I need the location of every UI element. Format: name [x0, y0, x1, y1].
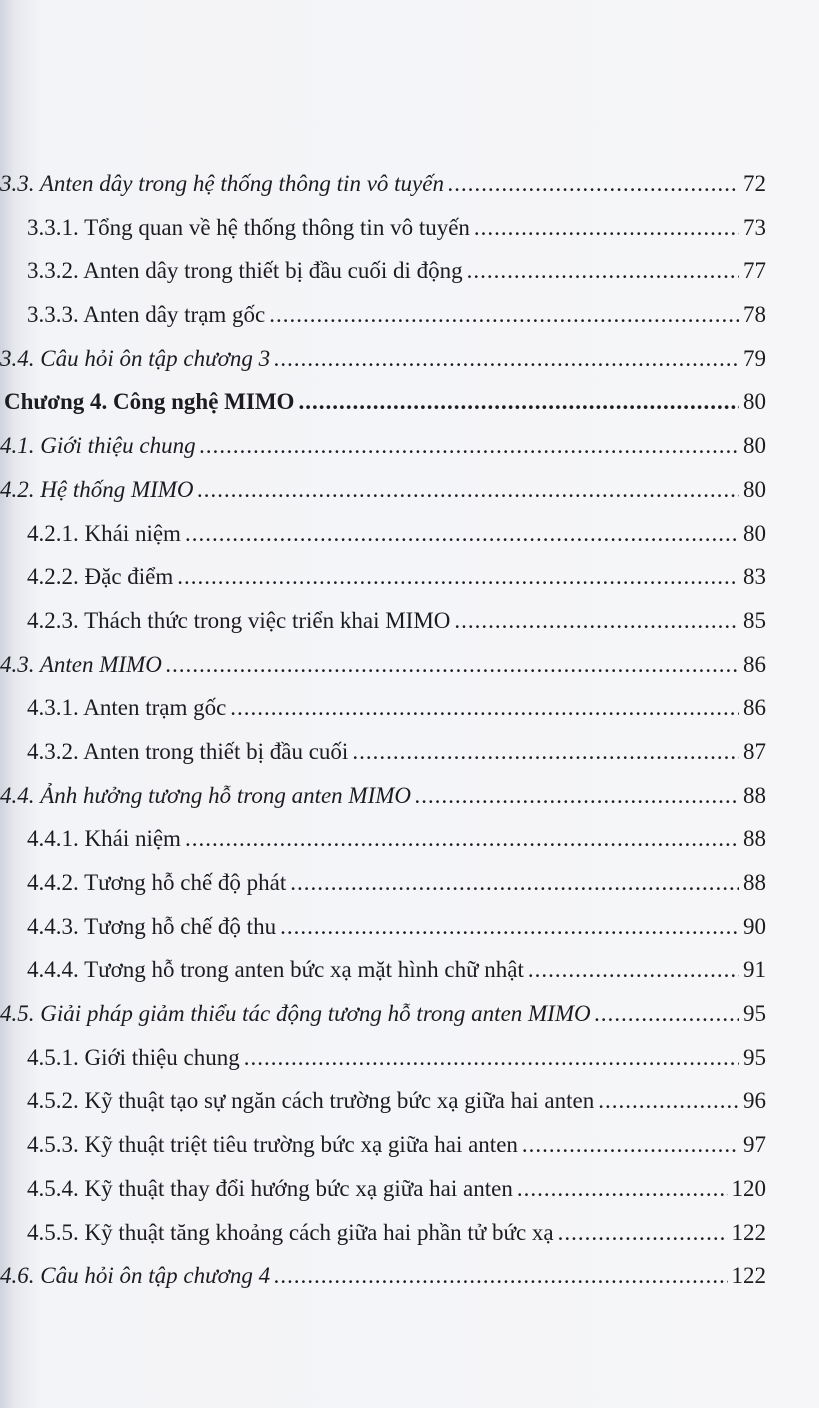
toc-entry-page: 122: [731, 1263, 766, 1289]
toc-entry-page: 86: [743, 695, 766, 721]
dot-leader: [200, 424, 739, 468]
dot-leader: [185, 512, 739, 556]
toc-entry-page: 80: [743, 389, 766, 415]
toc-entry-page: 91: [743, 957, 766, 983]
toc-entry-title: 4.5.3. Kỹ thuật triệt tiêu trường bức xạ giữa hai anten: [27, 1132, 518, 1158]
dot-leader: [352, 730, 739, 774]
dot-leader: [230, 686, 739, 730]
toc-entry: [0, 468, 766, 512]
toc-entry-page: 97: [743, 1132, 766, 1158]
dot-leader: [244, 1036, 739, 1080]
toc-entry-page: 79: [743, 345, 766, 371]
toc-entry: [0, 992, 766, 1036]
dot-leader: [522, 1123, 739, 1167]
toc-entry-page: 87: [743, 738, 766, 764]
dot-leader: [280, 905, 739, 949]
toc-entry-page: 72: [743, 171, 766, 196]
toc-entry: [0, 512, 766, 556]
toc-entry: [0, 249, 766, 293]
toc-entry-page: 88: [743, 826, 766, 852]
toc-entry-page: 120: [731, 1175, 766, 1201]
toc-entry-page: 86: [743, 651, 766, 677]
toc-entry-title: 4.5. Giải pháp giảm thiểu tác động tương hỗ trong anten MIMO: [0, 1001, 591, 1027]
toc-entry: [0, 905, 766, 949]
table-of-contents: [0, 162, 766, 1298]
toc-entry: [0, 861, 766, 905]
toc-entry: [0, 948, 766, 992]
toc-entry-page: 78: [743, 302, 766, 328]
dot-leader: [517, 1167, 728, 1211]
toc-entry-title: 4.2.2. Đặc điểm: [27, 564, 174, 590]
dot-leader: [598, 1079, 739, 1123]
toc-entry-title: 3.3.1. Tổng quan về hệ thống thông tin vô tuyến: [27, 214, 470, 240]
toc-entry-title: 4.5.2. Kỹ thuật tạo sự ngăn cách trường bức xạ giữa hai anten: [27, 1088, 595, 1114]
toc-entry-title: 4.4.1. Khái niệm: [27, 826, 181, 852]
toc-entry-title: 4.6. Câu hỏi ôn tập chương 4: [0, 1263, 271, 1289]
toc-entry: [0, 643, 766, 687]
toc-entry-page: 90: [743, 913, 766, 939]
toc-entry-page: 95: [743, 1044, 766, 1070]
toc-entry: [0, 730, 766, 774]
dot-leader: [454, 599, 739, 643]
toc-entry-page: 96: [743, 1088, 766, 1114]
toc-entry-page: 85: [743, 607, 766, 633]
toc-entry-title: 4.2.3. Thách thức trong việc triển khai MIMO: [27, 607, 451, 633]
dot-leader: [298, 380, 739, 424]
dot-leader: [177, 555, 739, 599]
toc-entry: [0, 293, 766, 337]
toc-entry-page: 95: [743, 1001, 766, 1027]
toc-entry: [0, 1167, 766, 1211]
toc-entry-page: 80: [743, 476, 766, 502]
toc-entry-title: 4.4.2. Tương hỗ chế độ phát: [27, 870, 287, 895]
dot-leader: [274, 337, 739, 381]
dot-leader: [528, 948, 739, 992]
toc-entry: [0, 1036, 766, 1080]
toc-entry: [0, 686, 766, 730]
toc-entry: [0, 1211, 766, 1255]
toc-entry-title: 4.3. Anten MIMO: [0, 651, 162, 677]
dot-leader: [269, 293, 739, 337]
toc-entry: [0, 1123, 766, 1167]
toc-entry-page: 73: [743, 214, 766, 240]
toc-entry-title: 4.5.1. Giới thiệu chung: [27, 1044, 240, 1070]
toc-entry-title: 3.3. Anten dây trong hệ thống thông tin vô tuyến: [0, 171, 444, 196]
toc-entry-title: 4.3.2. Anten trong thiết bị đầu cuối: [27, 738, 349, 764]
toc-entry-title: 4.4.3. Tương hỗ chế độ thu: [27, 913, 277, 939]
toc-entry-page: 122: [731, 1219, 766, 1245]
toc-entry: [0, 774, 766, 818]
toc-entry: [0, 817, 766, 861]
dot-leader: [274, 1254, 727, 1298]
toc-entry-page: 80: [743, 433, 766, 459]
dot-leader: [474, 206, 739, 250]
dot-leader: [558, 1211, 728, 1255]
toc-entry-title: 4.4. Ảnh hưởng tương hỗ trong anten MIMO: [0, 782, 412, 808]
dot-leader: [290, 861, 739, 905]
toc-entry-page: 88: [743, 870, 766, 895]
toc-entry-page: 88: [743, 782, 766, 808]
toc-entry-title: 4.1. Giới thiệu chung: [0, 433, 196, 459]
toc-entry: [0, 1254, 766, 1298]
toc-entry-page: 80: [743, 520, 766, 546]
dot-leader: [595, 992, 739, 1036]
toc-entry-title: 3.4. Câu hỏi ôn tập chương 3: [0, 345, 271, 371]
dot-leader: [467, 249, 739, 293]
toc-entry: [0, 337, 766, 381]
dot-leader: [166, 643, 739, 687]
toc-entry-title: 3.3.3. Anten dây trạm gốc: [27, 302, 266, 328]
toc-entry: [0, 162, 766, 206]
toc-entry: [0, 1079, 766, 1123]
toc-entry-title: Chương 4. Công nghệ MIMO: [4, 389, 295, 415]
dot-leader: [185, 817, 739, 861]
toc-entry-title: 4.2. Hệ thống MIMO: [0, 476, 194, 502]
toc-entry-title: 4.3.1. Anten trạm gốc: [27, 695, 227, 721]
toc-entry: [0, 424, 766, 468]
toc-entry-title: 4.2.1. Khái niệm: [27, 520, 181, 546]
toc-entry-title: 4.5.5. Kỹ thuật tăng khoảng cách giữa hai phần tử bức xạ: [27, 1219, 554, 1245]
toc-entry-title: 3.3.2. Anten dây trong thiết bị đầu cuối di động: [27, 258, 463, 284]
toc-entry-page: 83: [743, 564, 766, 590]
dot-leader: [198, 468, 739, 512]
dot-leader: [448, 162, 739, 206]
dot-leader: [415, 774, 739, 818]
toc-chapter-entry: [0, 380, 766, 424]
toc-entry: [0, 206, 766, 250]
toc-entry-page: 77: [743, 258, 766, 284]
toc-entry: [0, 599, 766, 643]
toc-entry: [0, 555, 766, 599]
toc-entry-title: 4.5.4. Kỹ thuật thay đổi hướng bức xạ giữa hai anten: [27, 1175, 513, 1201]
toc-entry-title: 4.4.4. Tương hỗ trong anten bức xạ mặt hình chữ nhật: [27, 957, 524, 983]
